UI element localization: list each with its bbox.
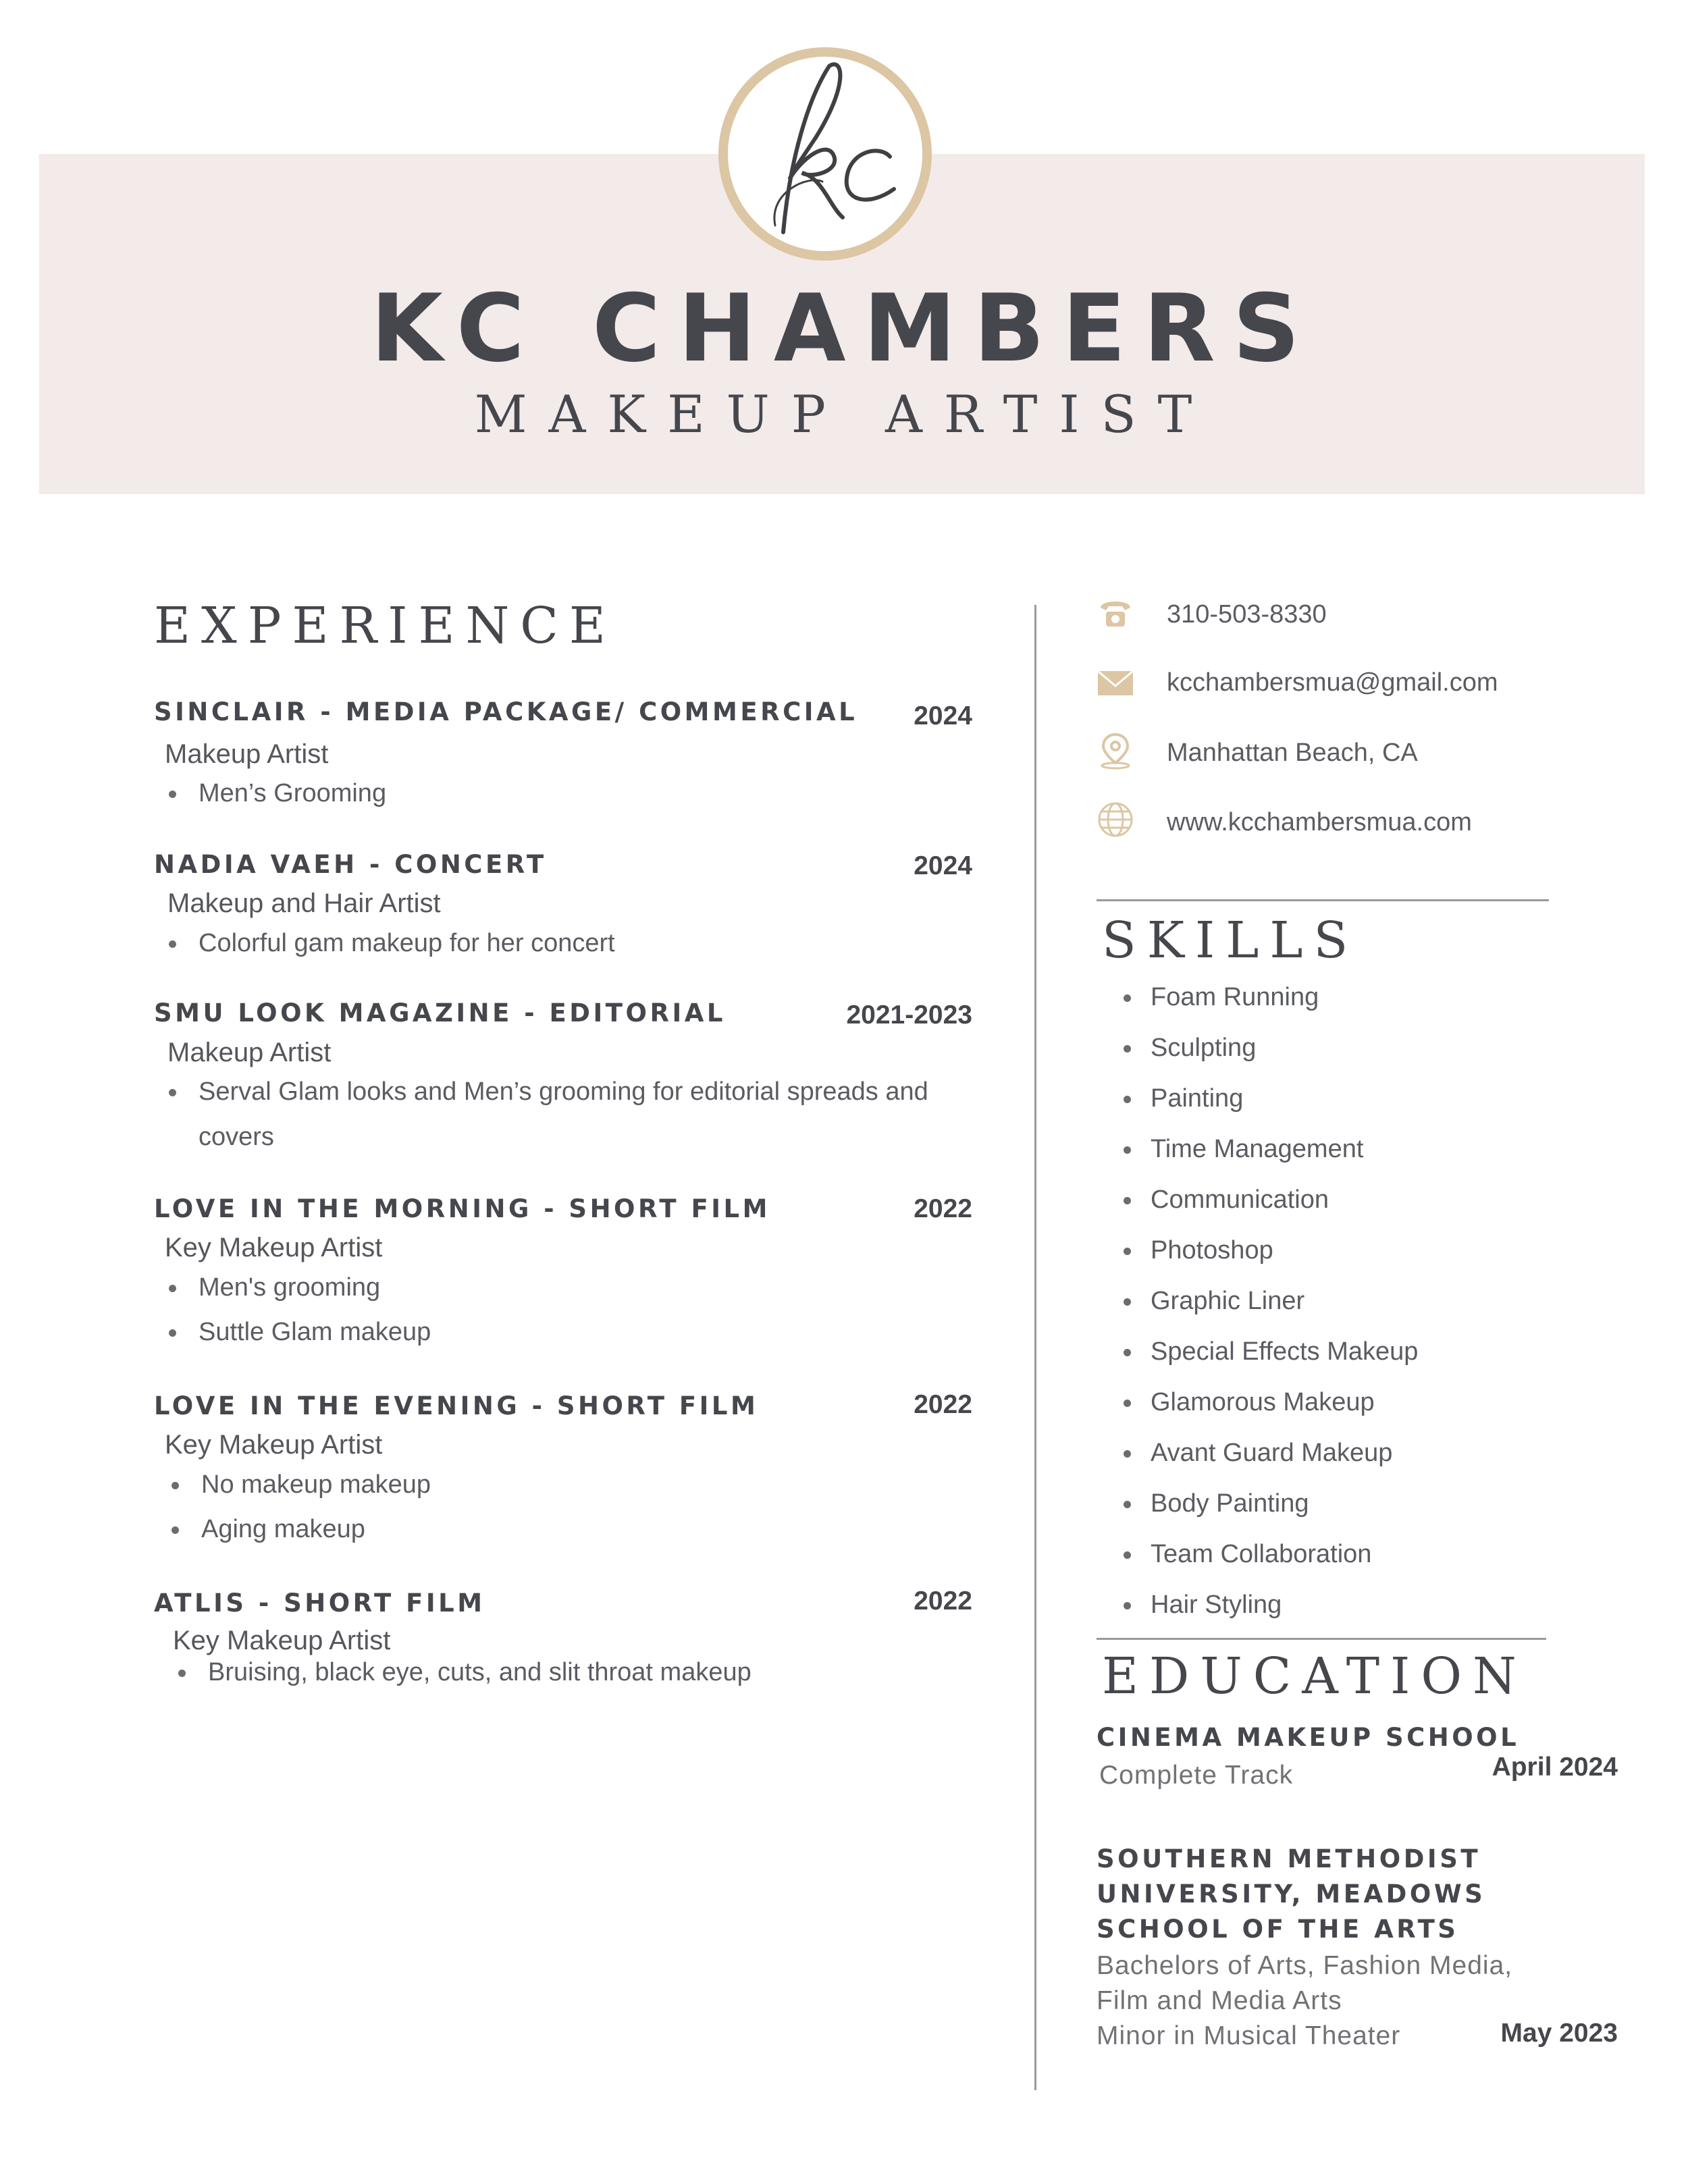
skill-item: Graphic Liner [1151, 1287, 1305, 1315]
skill-item: Avant Guard Makeup [1151, 1439, 1393, 1467]
job-title-sinclair: SINCLAIR - MEDIA PACKAGE/ COMMERCIAL [154, 697, 858, 726]
job-year: 2022 [914, 1587, 972, 1616]
column-divider [1034, 605, 1036, 2090]
job-role: Key Makeup Artist [165, 1233, 383, 1262]
job-role: Key Makeup Artist [165, 1430, 383, 1460]
skills-divider [1097, 1638, 1546, 1640]
education-school: SOUTHERN METHODIST UNIVERSITY, MEADOWS SCHOOL OF THE ARTS [1097, 1844, 1486, 1944]
education-detail: Bachelors of Arts, Fashion Media, Film and Media Arts Minor in Musical Theater [1097, 1951, 1513, 2050]
skill-item: Communication [1151, 1186, 1329, 1214]
job-role: Makeup Artist [165, 739, 329, 769]
skill-item: Time Management [1151, 1135, 1364, 1163]
location-text: Manhattan Beach, CA [1167, 739, 1418, 767]
job-year: 2024 [914, 701, 972, 730]
monogram-script [728, 57, 922, 251]
phone-icon [1097, 594, 1134, 632]
globe-icon [1097, 801, 1134, 838]
skill-item: Sculpting [1151, 1034, 1257, 1062]
job-year: 2021-2023 [846, 1001, 972, 1030]
skills-heading: SKILLS [1102, 911, 1359, 969]
education-detail: Complete Track [1099, 1761, 1294, 1790]
job-year: 2022 [914, 1390, 972, 1419]
education-heading: EDUCATION [1102, 1647, 1527, 1705]
job-title-atlis: ATLIS - SHORT FILM [154, 1589, 485, 1618]
job-bullet: Bruising, black eye, cuts, and slit throat makeup [208, 1658, 751, 1686]
job-title-love-morning: LOVE IN THE MORNING - SHORT FILM [154, 1194, 770, 1223]
skill-item: Glamorous Makeup [1151, 1388, 1375, 1416]
experience-heading: EXPERIENCE [154, 597, 616, 655]
job-title-love-evening: LOVE IN THE EVENING - SHORT FILM [154, 1391, 759, 1420]
job-title: MAKEUP ARTIST [474, 384, 1214, 444]
skill-item: Team Collaboration [1151, 1540, 1372, 1568]
email-text: kcchambersmua@gmail.com [1167, 668, 1498, 697]
skill-item: Body Painting [1151, 1489, 1309, 1518]
job-bullet-continued [199, 1124, 274, 1150]
job-title-smu: SMU LOOK MAGAZINE - EDITORIAL [154, 998, 726, 1028]
mail-icon [1097, 664, 1134, 702]
contact-divider [1097, 899, 1549, 901]
job-role: Makeup Artist [167, 1038, 332, 1067]
job-bullet: Serval Glam looks and Men’s grooming for editorial spreads and [199, 1077, 928, 1106]
location-pin-icon [1097, 732, 1134, 770]
job-bullet-text: covers [199, 1123, 274, 1151]
skill-item: Special Effects Makeup [1151, 1337, 1419, 1366]
job-bullet: Men’s Grooming [199, 779, 387, 807]
job-year: 2024 [914, 851, 972, 880]
skill-item: Hair Styling [1151, 1591, 1282, 1619]
job-bullet: No makeup makeup [201, 1470, 431, 1499]
phone-text: 310-503-8330 [1167, 600, 1327, 629]
education-school: CINEMA MAKEUP SCHOOL [1097, 1723, 1520, 1752]
education-date: May 2023 [1500, 2019, 1618, 2048]
job-bullet: Suttle Glam makeup [199, 1318, 431, 1346]
job-year: 2022 [914, 1194, 972, 1223]
skill-item: Painting [1151, 1084, 1244, 1113]
job-bullet: Aging makeup [201, 1515, 365, 1543]
job-bullet: Colorful gam makeup for her concert [199, 929, 615, 957]
website-text: www.kcchambersmua.com [1167, 808, 1472, 836]
job-role: Key Makeup Artist [173, 1626, 391, 1655]
job-bullet: Men's grooming [199, 1273, 381, 1302]
job-title-nadia: NADIA VAEH - CONCERT [154, 850, 547, 879]
person-name: KC CHAMBERS [370, 274, 1318, 383]
job-role: Makeup and Hair Artist [167, 888, 441, 918]
skill-item: Foam Running [1151, 983, 1319, 1011]
skill-item: Photoshop [1151, 1236, 1273, 1264]
monogram-logo [718, 47, 932, 261]
education-date: April 2024 [1492, 1753, 1618, 1782]
